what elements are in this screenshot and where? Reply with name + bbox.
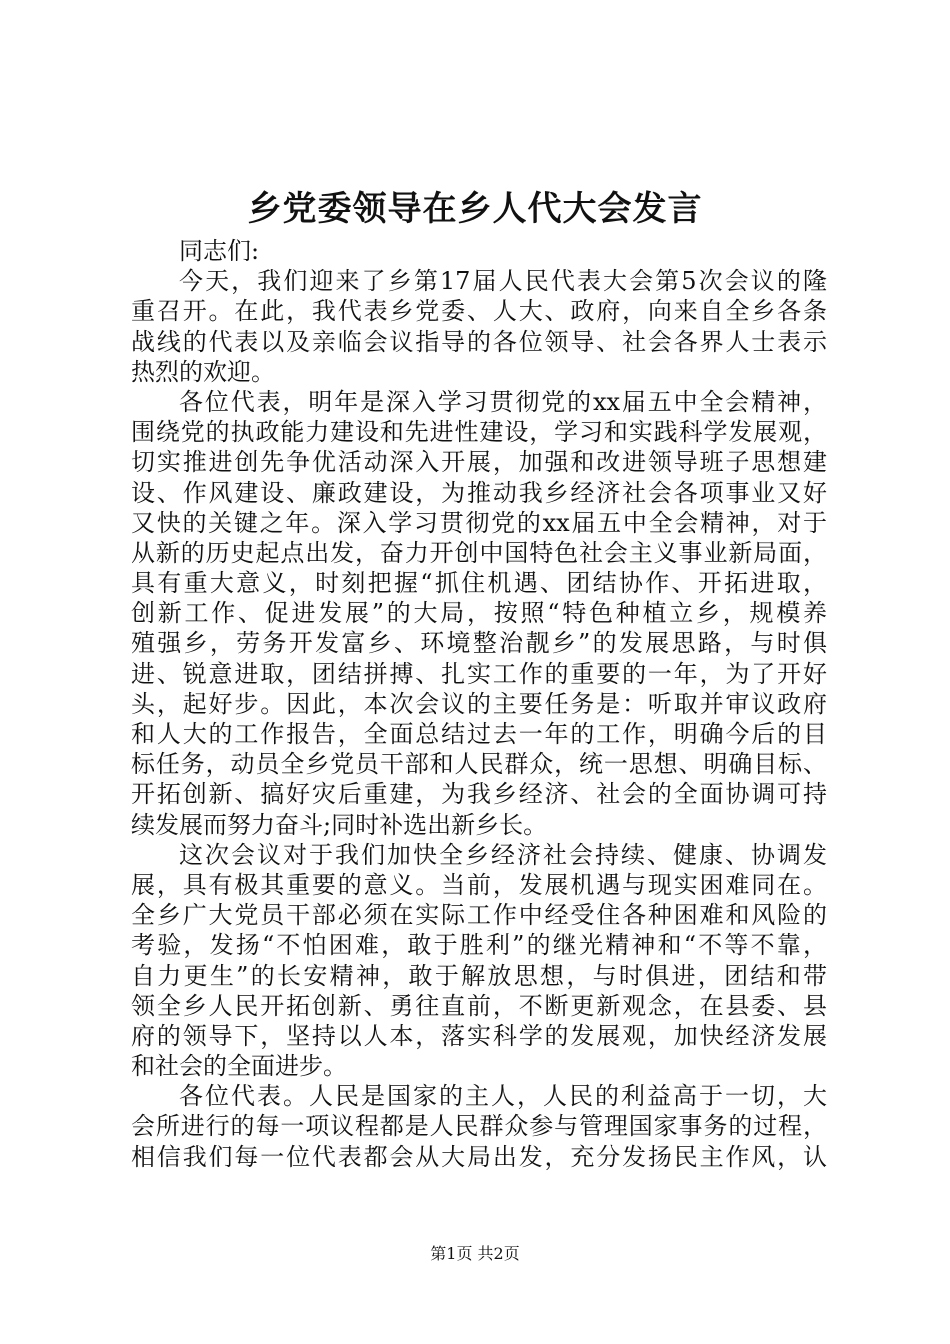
text-line: 又快的关键之年。深入学习贯彻党的xx届五中全会精神，对于 xyxy=(131,508,827,537)
text-line: 考验，发扬“不怕困难，敢于胜利”的继光精神和“不等不靠， xyxy=(131,931,827,960)
text-line: 和人大的工作报告，全面总结过去一年的工作，明确今后的目 xyxy=(131,720,827,748)
text-line: 标任务，动员全乡党员干部和人民群众，统一思想、明确目标、 xyxy=(131,750,827,779)
text-line: 重召开。在此，我代表乡党委、人大、政府，向来自全乡各条 xyxy=(131,297,827,326)
text-line: 进、锐意进取，团结拼搏、扎实工作的重要的一年，为了开好 xyxy=(131,659,827,688)
text-line: 热烈的欢迎。 xyxy=(131,357,275,386)
text-line: 各位代表。人民是国家的主人，人民的利益高于一切，大 xyxy=(179,1082,827,1111)
text-line: 续发展而努力奋斗;同时补选出新乡长。 xyxy=(131,810,548,839)
text-line: 展，具有极其重要的意义。当前，发展机遇与现实困难同在。 xyxy=(131,870,827,899)
text-line: 从新的历史起点出发，奋力开创中国特色社会主义事业新局面， xyxy=(131,538,827,567)
text-line: 设、作风建设、廉政建设，为推动我乡经济社会各项事业又好 xyxy=(131,478,827,507)
text-line: 同志们: xyxy=(179,237,260,265)
text-line: 殖强乡，劳务开发富乡、环境整治靓乡”的发展思路，与时俱 xyxy=(131,629,827,658)
text-line: 创新工作、促进发展”的大局，按照“特色种植立乡，规模养 xyxy=(131,599,827,628)
text-line: 相信我们每一位代表都会从大局出发，充分发扬民主作风，认 xyxy=(131,1142,827,1171)
text-line: 开拓创新、搞好灾后重建，为我乡经济、社会的全面协调可持 xyxy=(131,780,827,809)
text-line: 今天，我们迎来了乡第17届人民代表大会第5次会议的隆 xyxy=(179,267,827,296)
text-line: 这次会议对于我们加快全乡经济社会持续、健康、协调发 xyxy=(179,840,827,869)
text-line: 会所进行的每一项议程都是人民群众参与管理国家事务的过程， xyxy=(131,1112,827,1141)
text-line: 全乡广大党员干部必须在实际工作中经受住各种困难和风险的 xyxy=(131,901,827,930)
text-line: 府的领导下，坚持以人本，落实科学的发展观，加快经济发展 xyxy=(131,1021,827,1050)
text-line: 围绕党的执政能力建设和先进性建设，学习和实践科学发展观， xyxy=(131,418,827,447)
text-line: 自力更生”的长安精神，敢于解放思想，与时俱进，团结和带 xyxy=(131,961,827,990)
text-line: 具有重大意义，时刻把握“抓住机遇、团结协作、开拓进取， xyxy=(131,569,827,598)
text-line: 头，起好步。因此，本次会议的主要任务是：听取并审议政府 xyxy=(131,689,827,718)
page-footer: 第1页 共2页 xyxy=(430,1244,520,1263)
text-line: 和社会的全面进步。 xyxy=(131,1052,347,1081)
text-line: 各位代表，明年是深入学习贯彻党的xx届五中全会精神， xyxy=(179,387,827,416)
text-line: 领全乡人民开拓创新、勇往直前，不断更新观念，在县委、县 xyxy=(131,991,827,1020)
document-title: 乡党委领导在乡人代大会发言 xyxy=(247,189,703,229)
document-body xyxy=(131,236,827,1172)
text-line: 切实推进创先争优活动深入开展，加强和改进领导班子思想建 xyxy=(131,448,827,477)
text-line: 战线的代表以及亲临会议指导的各位领导、社会各界人士表示 xyxy=(131,327,827,356)
